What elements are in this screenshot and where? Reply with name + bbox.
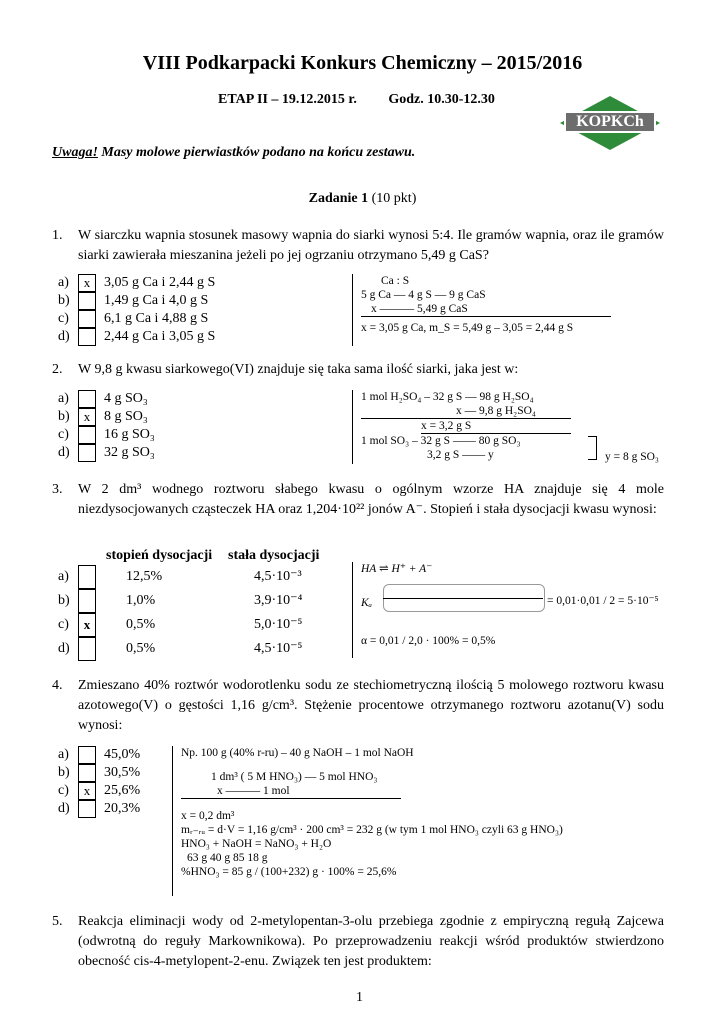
option-letter: c)	[58, 427, 69, 442]
option-d	[58, 328, 215, 346]
option-text: 2,44 g Ca i 3,05 g S	[104, 329, 216, 344]
kopkch-logo	[560, 96, 660, 150]
option-a	[58, 565, 302, 589]
q1-solution	[352, 274, 611, 346]
solution-line: x = 0,2 dm³	[181, 810, 235, 822]
option-text: 16 g SO₃	[104, 427, 155, 442]
answer-checkbox[interactable]: x	[78, 613, 96, 637]
question-text: Zmieszano 40% roztwór wodorotlenku sodu ze stechiometryczną ilością 5 molowego roztworu kwasu azotowego(V) o gęstości 1,16 g/cm³. Stężenie procentowe otrzymanego roztworu azotanu(V) sodu wynosi:	[78, 678, 664, 733]
option-letter: a)	[58, 391, 69, 406]
solution-line: = 0,01·0,01 / 2 = 5·10⁻⁵	[547, 595, 659, 607]
answer-checkbox[interactable]	[78, 764, 96, 782]
answer-checkbox[interactable]	[78, 444, 96, 462]
option-c	[58, 613, 303, 637]
solution-line: x ——— 5,49 g CaS	[361, 302, 611, 317]
option-letter: b)	[58, 409, 70, 424]
option-c	[58, 426, 155, 444]
option-degree: 0,5%	[126, 617, 156, 632]
option-constant: 3,9·10⁻⁴	[254, 593, 303, 608]
answer-checkbox[interactable]: x	[78, 274, 96, 292]
q2-solution	[352, 390, 681, 464]
answer-checkbox[interactable]	[78, 800, 96, 818]
solution-line: x = 3,2 g S	[421, 419, 571, 434]
task-title: Zadanie 1	[308, 191, 369, 206]
q3-options	[58, 565, 303, 661]
option-text: 8 g SO₃	[104, 409, 148, 424]
question-number: 3.	[52, 482, 63, 497]
option-text: 32 g SO₃	[104, 445, 155, 460]
solution-line: mᵣ₋ᵣᵤ = d·V = 1,16 g/cm³ · 200 cm³ = 232 g (w tym 1 mol HNO₃ czyli 63 g HNO₃)	[181, 824, 563, 836]
option-letter: c)	[58, 617, 69, 632]
stage-time: Godz. 10.30-12.30	[388, 92, 495, 107]
question-4	[52, 676, 664, 736]
solution-line: 1 mol SO₃ – 32 g S —— 80 g SO₃	[361, 435, 521, 447]
solution-line: 5 g Ca — 4 g S — 9 g CaS	[361, 289, 486, 301]
solution-line: x ——— 1 mol	[181, 784, 401, 799]
answer-checkbox[interactable]	[78, 310, 96, 328]
task-points: (10 pkt)	[368, 191, 417, 206]
solution-line: Ca : S	[381, 275, 410, 287]
option-text: 1,49 g Ca i 4,0 g S	[104, 293, 209, 308]
brace	[588, 436, 597, 460]
page-number: 1	[356, 990, 363, 1005]
question-3	[52, 480, 664, 520]
solution-line: 1 mol H₂SO₄ – 32 g S — 98 g H₂SO₄	[361, 391, 534, 403]
answer-checkbox[interactable]	[78, 589, 96, 613]
q2-options	[58, 390, 155, 462]
ka-formula	[361, 582, 661, 616]
solution-line: 63 g 40 g 85 18 g	[187, 852, 268, 864]
note-text: Masy molowe pierwiastków podano na końcu zestawu.	[97, 145, 416, 160]
ka-label: Kₐ	[361, 597, 373, 609]
q3-solution	[352, 562, 661, 658]
option-text: 20,3%	[104, 801, 141, 816]
option-degree: 12,5%	[126, 569, 163, 584]
solution-line: x = 3,05 g Ca, m_S = 5,49 g – 3,05 = 2,44 g S	[361, 322, 574, 334]
option-c	[58, 782, 140, 800]
option-degree: 1,0%	[126, 593, 156, 608]
solution-line: %HNO₃ = 85 g / (100+232) g · 100% = 25,6%	[181, 866, 397, 878]
question-number: 1.	[52, 228, 63, 243]
solution-line: HNO₃ + NaOH = NaNO₃ + H₂O	[181, 838, 332, 850]
answer-checkbox[interactable]	[78, 426, 96, 444]
note	[52, 145, 415, 161]
fraction-line	[383, 598, 543, 599]
q4-solution	[172, 746, 661, 896]
question-number: 4.	[52, 678, 63, 693]
option-b	[58, 589, 303, 613]
option-letter: a)	[58, 275, 69, 290]
option-letter: a)	[58, 569, 69, 584]
answer-checkbox[interactable]	[78, 292, 96, 310]
option-b	[58, 292, 215, 310]
option-letter: b)	[58, 765, 70, 780]
logo-text: KOPKCh	[576, 113, 644, 130]
option-text: 30,5%	[104, 765, 141, 780]
option-text: 25,6%	[104, 783, 141, 798]
answer-checkbox[interactable]	[78, 390, 96, 408]
option-letter: b)	[58, 293, 70, 308]
option-letter: c)	[58, 783, 69, 798]
option-d	[58, 637, 303, 661]
stage-date: ETAP II – 19.12.2015 r.	[218, 92, 357, 107]
solution-line: HA ⇌ H⁺ + A⁻	[361, 563, 433, 575]
option-constant: 5,0·10⁻⁵	[254, 617, 303, 632]
option-b	[58, 408, 155, 426]
answer-checkbox[interactable]: x	[78, 782, 96, 800]
q3-col-constant: stała dysocjacji	[228, 548, 320, 563]
question-number: 2.	[52, 362, 63, 377]
task-heading	[0, 191, 725, 207]
page-title: VIII Podkarpacki Konkurs Chemiczny – 2015/2016	[142, 52, 583, 74]
option-letter: b)	[58, 593, 70, 608]
option-a	[58, 746, 140, 764]
answer-checkbox[interactable]	[78, 746, 96, 764]
q4-options	[58, 746, 140, 818]
option-letter: a)	[58, 747, 69, 762]
question-1	[52, 226, 664, 266]
option-d	[58, 800, 140, 818]
option-degree: 0,5%	[126, 641, 156, 656]
note-label: Uwaga!	[52, 145, 98, 160]
question-text: W 9,8 g kwasu siarkowego(VI) znajduje się taka sama ilość siarki, jaka jest w:	[78, 362, 519, 377]
q1-options	[58, 274, 215, 346]
solution-line: Np. 100 g (40% r-ru) – 40 g NaOH – 1 mol NaOH	[181, 747, 414, 759]
option-c	[58, 310, 215, 328]
question-text: W siarczku wapnia stosunek masowy wapnia do siarki wynosi 5:4. Ile gramów wapnia, oraz ile gramów siarki zawierała mieszanina jeżeli po jej ogrzaniu otrzymano 5,49 g CaS?	[78, 228, 664, 263]
stage-info	[218, 92, 523, 108]
answer-checkbox[interactable]	[78, 565, 96, 589]
option-constant: 4,5·10⁻⁵	[254, 641, 303, 656]
solution-line: 1 dm³ ( 5 M HNO₃) — 5 mol HNO₃	[211, 771, 378, 783]
option-constant: 4,5·10⁻³	[254, 569, 302, 584]
option-text: 6,1 g Ca i 4,88 g S	[104, 311, 209, 326]
option-letter: d)	[58, 801, 70, 816]
solution-line: x — 9,8 g H₂SO₄	[361, 404, 571, 419]
option-b	[58, 764, 140, 782]
question-text: W 2 dm³ wodnego roztworu słabego kwasu o ogólnym wzorze HA znajduje się 4 mole niezdysocjowanych cząsteczek HA oraz 1,204·10²² jonów A⁻. Stopień i stała dysocjacji kwasu wynosi:	[78, 482, 664, 517]
option-letter: d)	[58, 445, 70, 460]
solution-line: α = 0,01 / 2,0 · 100% = 0,5%	[361, 635, 496, 647]
option-letter: d)	[58, 641, 70, 656]
solution-result: y = 8 g SO₃	[605, 451, 659, 463]
solution-line: 3,2 g S —— y	[427, 449, 494, 461]
option-letter: c)	[58, 311, 69, 326]
answer-checkbox[interactable]	[78, 328, 96, 346]
answer-checkbox[interactable]: x	[78, 408, 96, 426]
q3-col-degree: stopień dysocjacji	[106, 548, 213, 563]
option-a	[58, 274, 215, 292]
option-letter: d)	[58, 329, 70, 344]
option-a	[58, 390, 155, 408]
question-text: Reakcja eliminacji wody od 2-metylopentan-3-olu przebiega zgodnie z empiryczną regułą Zajcewa (odwrotną do reguły Markownikowa). Po przeprowadzeniu reakcji wśród produktów stwierdzono obecność cis-4-metylopent-2-enu. Związek ten jest produktem:	[78, 914, 664, 969]
answer-checkbox[interactable]	[78, 637, 96, 661]
option-text: 3,05 g Ca i 2,44 g S	[104, 275, 216, 290]
question-number: 5.	[52, 914, 63, 929]
question-2	[52, 360, 664, 380]
option-text: 4 g SO₃	[104, 391, 148, 406]
option-d	[58, 444, 155, 462]
question-5	[52, 912, 664, 972]
option-text: 45,0%	[104, 747, 141, 762]
